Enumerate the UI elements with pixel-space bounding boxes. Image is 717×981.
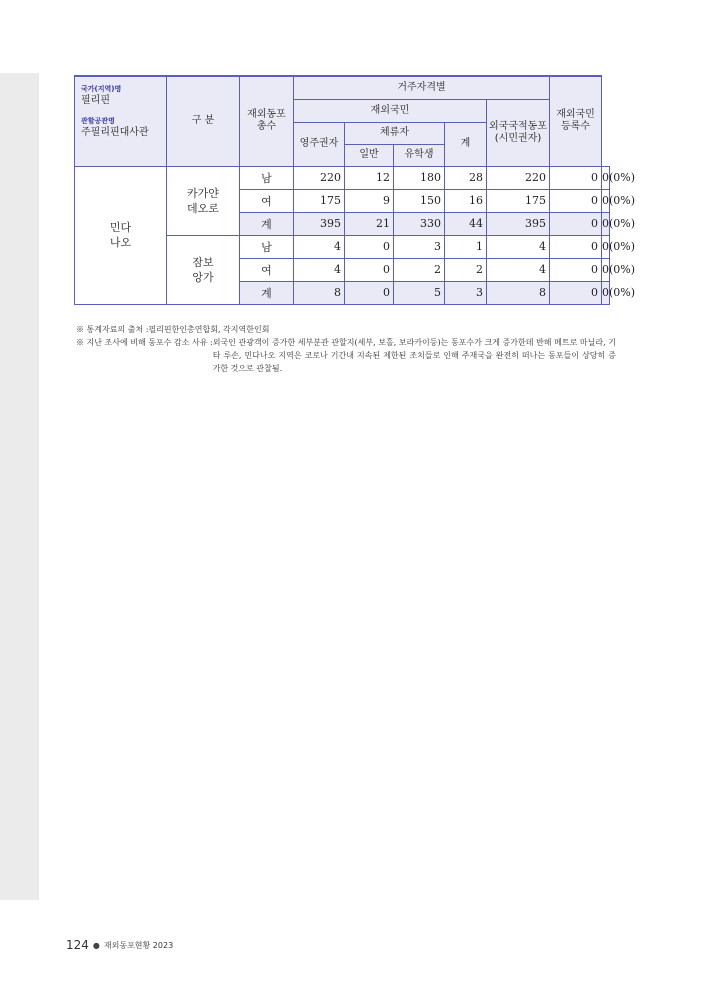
header-foreign-national: 외국국적동포 (시민권자) <box>487 99 550 166</box>
cell-registered: 0(0%) <box>602 212 610 235</box>
cell-total: 4 <box>294 258 345 281</box>
header-subtotal: 계 <box>445 122 487 166</box>
source-note <box>76 323 616 336</box>
cell-subtotal: 395 <box>487 212 550 235</box>
cell-permanent: 0 <box>345 258 394 281</box>
cell-registered: 0(0%) <box>602 166 610 189</box>
cell-total: 395 <box>294 212 345 235</box>
header-total-overseas: 재외동포 총수 <box>240 76 294 166</box>
notes <box>76 323 616 375</box>
cell-student: 44 <box>445 212 487 235</box>
country-value: 필리핀 <box>81 95 110 106</box>
cell-foreign: 0 <box>550 189 602 212</box>
reason-note-text: 외국인 관광객이 증가한 세부분관 관할지(세부, 보홀, 보라카이등)는 동포수가 크게 증가한데 반해 메트로 마닐라, 기타 루손, 민다나오 지역은 코로나 기간내 지속된 제한된 조치들로 인해 주재국을 완전히 떠나는 동포들이 상당히 증가한 것으로 관찰됨. <box>212 338 616 373</box>
cell-student: 16 <box>445 189 487 212</box>
cell-sex: 계 <box>240 212 294 235</box>
corner-cell <box>75 76 167 166</box>
cell-sex: 계 <box>240 281 294 304</box>
bullet-icon: ● <box>92 940 100 950</box>
cell-subtotal: 4 <box>487 235 550 258</box>
source-note-prefix: ※ 통계자료의 출처 : <box>76 325 149 334</box>
cell-student: 2 <box>445 258 487 281</box>
page-number: 124 <box>66 938 89 952</box>
header-registered: 재외국민 등록수 <box>550 76 602 166</box>
header-sojourner: 체류자 <box>345 122 445 144</box>
cell-registered: 0(0%) <box>602 258 610 281</box>
country-label: 국가(지역)명 <box>81 85 122 93</box>
cell-foreign: 0 <box>550 166 602 189</box>
publication-title: 재외동포현황 2023 <box>103 940 174 950</box>
header-general: 일반 <box>345 144 394 166</box>
cell-subtotal: 4 <box>487 258 550 281</box>
page-footer <box>66 938 173 952</box>
cell-subtotal: 175 <box>487 189 550 212</box>
cell-foreign: 0 <box>550 235 602 258</box>
cell-total: 220 <box>294 166 345 189</box>
cell-foreign: 0 <box>550 212 602 235</box>
cell-general: 5 <box>394 281 445 304</box>
cell-total: 175 <box>294 189 345 212</box>
source-note-text: 필리핀한인총연합회, 각지역한인회 <box>148 325 270 334</box>
reason-note <box>76 336 616 375</box>
cell-permanent: 0 <box>345 281 394 304</box>
header-nationals: 재외국민 <box>294 99 487 122</box>
table-row <box>75 166 610 189</box>
cell-student: 28 <box>445 166 487 189</box>
cell-registered: 0(0%) <box>602 281 610 304</box>
cell-permanent: 12 <box>345 166 394 189</box>
page-sidebar-band <box>0 73 39 900</box>
cell-general: 330 <box>394 212 445 235</box>
cell-sex: 여 <box>240 258 294 281</box>
cell-permanent: 9 <box>345 189 394 212</box>
cell-sex: 여 <box>240 189 294 212</box>
cell-foreign: 0 <box>550 258 602 281</box>
cell-foreign: 0 <box>550 281 602 304</box>
cell-permanent: 21 <box>345 212 394 235</box>
header-residence-status: 거주자격별 <box>294 76 550 99</box>
cell-registered: 0(0%) <box>602 189 610 212</box>
cell-registered: 0(0%) <box>602 235 610 258</box>
region-cell: 민다 나오 <box>75 166 167 304</box>
cell-student: 1 <box>445 235 487 258</box>
cell-sex: 남 <box>240 235 294 258</box>
header-permanent: 영주권자 <box>294 122 345 166</box>
header-division: 구 분 <box>167 76 240 166</box>
office-value: 주필리핀대사관 <box>81 127 149 138</box>
cell-permanent: 0 <box>345 235 394 258</box>
table-body <box>75 166 636 304</box>
cell-student: 3 <box>445 281 487 304</box>
header-student: 유학생 <box>394 144 445 166</box>
cell-subtotal: 220 <box>487 166 550 189</box>
cell-general: 180 <box>394 166 445 189</box>
city-cell: 카가얀 데오로 <box>167 166 240 235</box>
office-label: 관할공관명 <box>81 117 115 125</box>
cell-general: 2 <box>394 258 445 281</box>
reason-note-prefix: ※ 지난 조사에 비해 동포수 감소 사유 : <box>76 338 213 347</box>
cell-sex: 남 <box>240 166 294 189</box>
statistics-table <box>74 75 636 305</box>
city-cell: 잠보 앙가 <box>167 235 240 304</box>
cell-total: 4 <box>294 235 345 258</box>
cell-total: 8 <box>294 281 345 304</box>
cell-subtotal: 8 <box>487 281 550 304</box>
cell-general: 3 <box>394 235 445 258</box>
cell-general: 150 <box>394 189 445 212</box>
